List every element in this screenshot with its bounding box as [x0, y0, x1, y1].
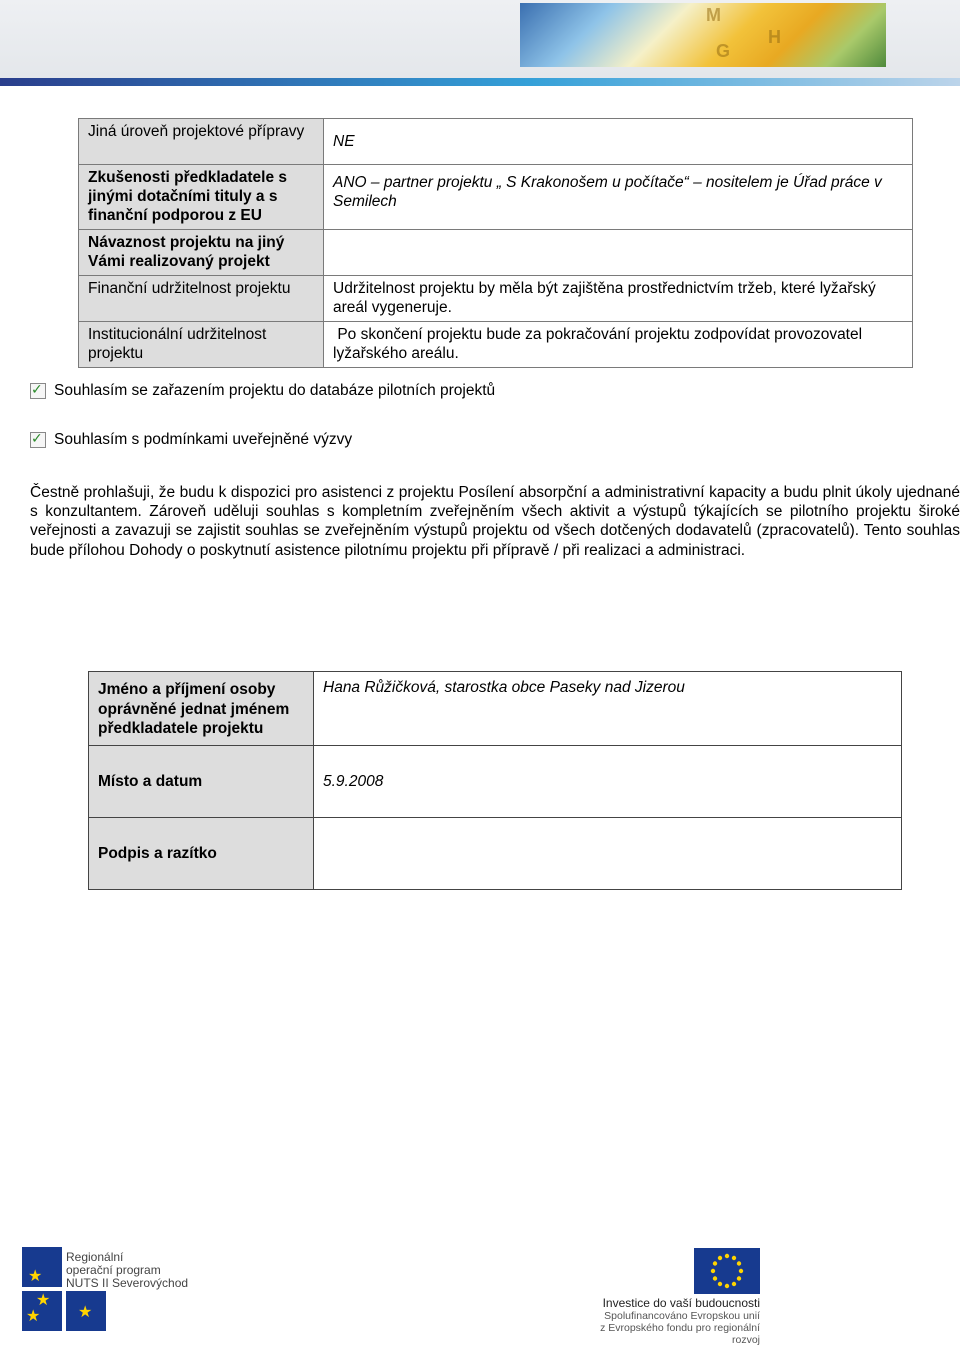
place-label: Místo a datum	[89, 746, 314, 818]
table-row	[79, 230, 913, 276]
name-label: Jméno a příjmení osoby oprávněné jednat jménem předkladatele projektu	[89, 672, 314, 746]
table-row	[79, 119, 913, 165]
eu-funding-text	[572, 1296, 760, 1346]
project-info-table	[78, 118, 913, 368]
rop-line: NUTS II Severovýchod	[66, 1276, 189, 1290]
row-label: Návaznost projektu na jiný Vámi realizovaný projekt	[79, 230, 324, 276]
invest-line: Investice do vaší budoucnosti	[602, 1296, 760, 1310]
table-row	[89, 746, 902, 818]
eu-stars-icon	[694, 1248, 760, 1294]
invest-line: z Evropského fondu pro regionální rozvoj	[600, 1322, 760, 1346]
row-value	[324, 230, 913, 276]
row-value: NE	[324, 119, 913, 165]
table-row	[79, 322, 913, 368]
table-row	[79, 165, 913, 230]
consent-conditions[interactable]	[30, 431, 352, 449]
star-icon: ★	[28, 1268, 43, 1285]
header-photo-keyboard	[520, 3, 886, 67]
table-row	[89, 818, 902, 890]
star-icon: ★	[26, 1308, 41, 1325]
row-label: Institucionální udržitelnost projektu	[79, 322, 324, 368]
invest-line: Spolufinancováno Evropskou unií	[604, 1310, 760, 1322]
row-value: ANO – partner projektu „ S Krakonošem u počítače“ – nositelem je Úřad práce v Semilech	[324, 165, 913, 230]
consent-label: Souhlasím s podmínkami uveřejněné výzvy	[54, 431, 353, 448]
star-icon: ★	[36, 1292, 51, 1309]
rop-line: Regionální	[66, 1250, 124, 1264]
keyboard-key: G	[716, 41, 731, 61]
consent-label: Souhlasím se zařazením projektu do databáze pilotních projektů	[54, 382, 496, 399]
checkbox-checked-icon[interactable]	[30, 383, 46, 399]
table-row	[89, 672, 902, 746]
row-value: Udržitelnost projektu by měla být zajištěna prostřednictvím tržeb, které lyžařský areál vygeneruje.	[324, 276, 913, 322]
rop-line: operační program	[66, 1263, 161, 1277]
header-stripe	[0, 78, 960, 86]
row-value: Po skončení projektu bude za pokračování projektu zodpovídat provozovatel lyžařského areálu.	[324, 322, 913, 368]
rop-logo-text	[66, 1251, 188, 1290]
row-label: Zkušenosti předkladatele s jinými dotačními tituly a s finanční podporou z EU	[79, 165, 324, 230]
signature-table	[88, 671, 902, 890]
signature-field	[314, 818, 902, 890]
row-label: Finanční udržitelnost projektu	[79, 276, 324, 322]
keyboard-key: H	[768, 27, 781, 47]
checkbox-checked-icon[interactable]	[30, 432, 46, 448]
keyboard-key: M	[706, 5, 721, 25]
table-row	[79, 276, 913, 322]
eu-flag-icon	[694, 1248, 760, 1294]
signature-label: Podpis a razítko	[89, 818, 314, 890]
place-value: 5.9.2008	[314, 746, 902, 818]
declaration-paragraph: Čestně prohlašuji, že budu k dispozici pro asistenci z projektu Posílení absorpční a administrativní kapacity a budu plnit úkoly ujednané s konzultantem. Zároveň uděluji souhlas s kompletním zveřejněním všech aktivit a výstupů týkajících se pilotního projektu široké veřejnosti a zavazuji se zajistit souhlas se zveřejněním výstupů projektu od všech dotčených dodavatelů (zpracovatelů). Tento souhlas bude přílohou Dohody o poskytnutí asistence pilotnímu projektu při přípravě / při realizaci a administraci.	[30, 484, 960, 559]
consent-database[interactable]	[30, 382, 495, 400]
name-value: Hana Růžičková, starostka obce Paseky nad Jizerou	[314, 672, 902, 746]
star-icon: ★	[78, 1304, 93, 1321]
row-label: Jiná úroveň projektové přípravy	[79, 119, 324, 165]
